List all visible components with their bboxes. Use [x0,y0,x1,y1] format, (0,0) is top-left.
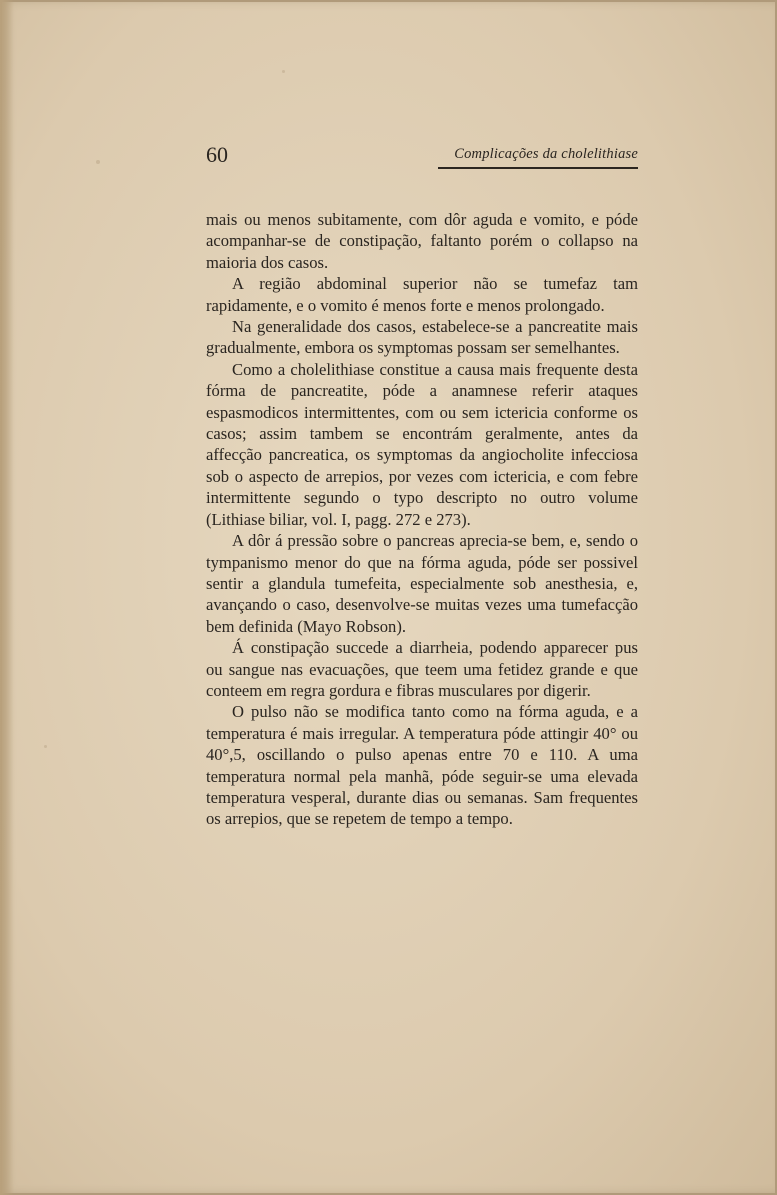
paragraph: A dôr á pressão sobre o pancreas aprecia-se bem, e, sendo o tympanismo menor do que na fórma aguda, póde ser possivel sentir a glandula tumefeita, especialmente sob anesthesia, e, avançando o caso, desenvolve-se muitas vezes uma tumefacção bem definida (Mayo Robson). [206,531,638,636]
paragraph: Como a cholelithiase constitue a causa mais frequente desta fórma de pancreatite, póde a anamnese referir ataques espasmodicos intermittentes, com ou sem ictericia conforme os casos; assim tambem se encontrám geralmente, antes da affecção pancreatica, os symptomas da angiocholite infecciosa sob o aspecto de arrepios, por vezes com ictericia, e com febre intermittente segundo o typo descripto no outro volume (Lithiase biliar, vol. I, pagg. 272 e 273). [206,359,638,529]
page-header [206,140,638,170]
paragraph: Na generalidade dos casos, estabelece-se a pancreatite mais gradualmente, embora os symptomas possam ser semelhantes. [206,317,638,358]
running-head: Complicações da cholelithiase [454,146,638,162]
page-number: 60 [206,142,228,167]
header-rule [438,167,638,169]
body-text [206,209,638,830]
paragraph: mais ou menos subitamente, com dôr aguda e vomito, e póde acompanhar-se de constipação, faltanto porém o collapso na maioria dos casos. [206,210,638,272]
paper-stain [96,160,100,164]
paragraph: A região abdominal superior não se tumefaz tam rapidamente, e o vomito é menos forte e menos prolongado. [206,274,638,315]
paragraph: O pulso não se modifica tanto como na fórma aguda, e a temperatura é mais irregular. A temperatura póde attingir 40° ou 40°,5, oscillando o pulso apenas entre 70 e 110. A uma temperatura normal pela manhã, póde seguir-se uma elevada temperatura vesperal, durante dias ou semanas. Sam frequentes os arrepios, que se repetem de tempo a tempo. [206,702,638,829]
paper-stain [282,70,285,73]
paragraph: Á constipação succede a diarrheia, podendo apparecer pus ou sangue nas evacuações, que teem uma fetidez grande e que conteem em regra gordura e fibras musculares por digerir. [206,638,638,700]
paper-stain [44,745,47,748]
page-edge-shadow [0,0,14,1195]
